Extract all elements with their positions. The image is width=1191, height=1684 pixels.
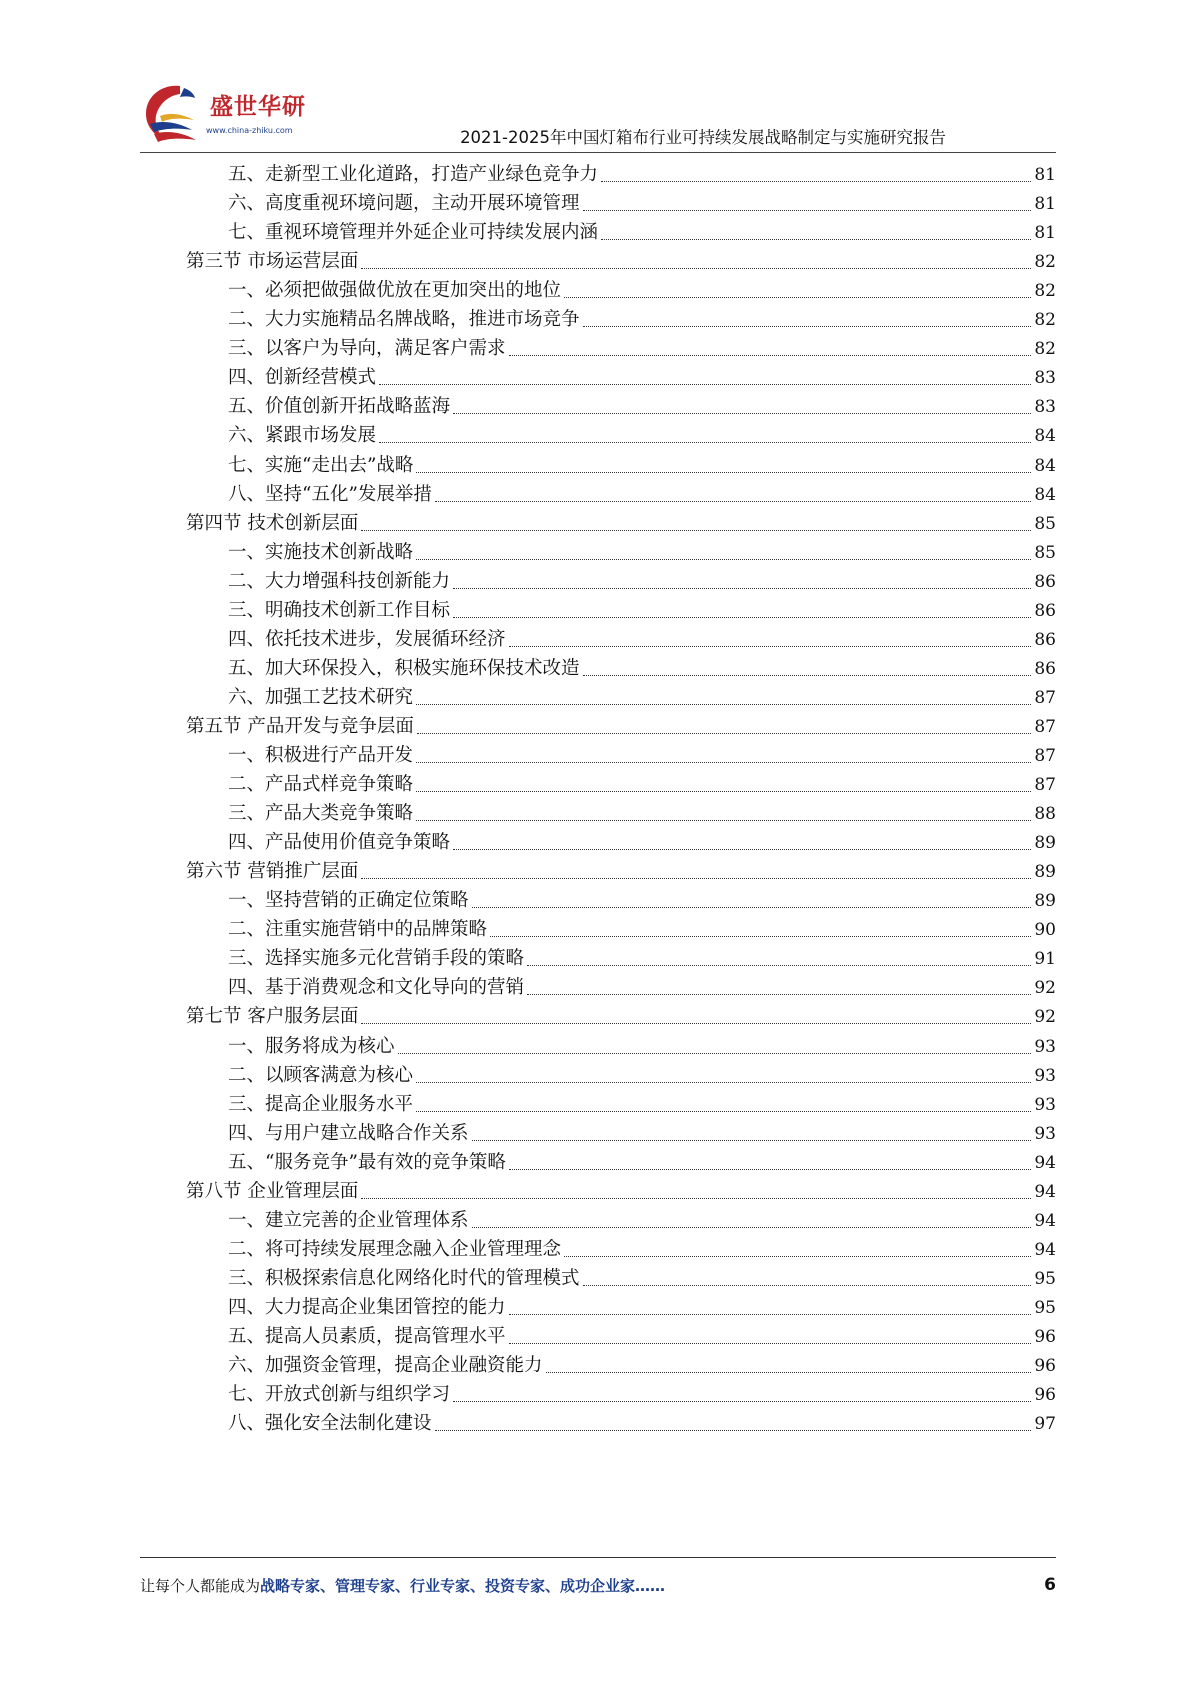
toc-dot-leader [417,733,1031,734]
toc-entry-page: 89 [1034,862,1056,883]
toc-entry-label: 三、产品大类竞争策略 [228,803,414,825]
toc-item-entry[interactable] [228,885,1056,916]
toc-dot-leader [583,326,1032,327]
toc-entry-label: 五、价值创新开拓战略蓝海 [228,396,451,418]
toc-dot-leader [527,994,1031,995]
toc-item-entry[interactable] [228,798,1056,829]
toc-entry-label: 三、明确技术创新工作目标 [228,599,451,621]
logo-url: www.china-zhiku.com [206,126,293,135]
toc-entry-page: 94 [1034,1210,1056,1231]
toc-dot-leader [416,472,1031,473]
toc-entry-page: 88 [1034,804,1056,825]
toc-entry-page: 90 [1034,920,1056,941]
toc-item-entry[interactable] [228,1147,1056,1178]
toc-entry-label: 七、实施“走出去”战略 [228,454,414,476]
toc-dot-leader [361,878,1031,879]
toc-dot-leader [509,1169,1031,1170]
toc-entry-page: 86 [1034,571,1056,592]
toc-entry-label: 一、服务将成为核心 [228,1035,395,1057]
page-number: 6 [1044,1575,1056,1595]
toc-dot-leader [583,1285,1032,1286]
toc-item-entry[interactable] [228,769,1056,800]
toc-entry-page: 91 [1034,949,1056,970]
toc-dot-leader [564,1256,1031,1257]
toc-entry-page: 87 [1034,775,1056,796]
toc-entry-label: 五、“服务竞争”最有效的竞争策略 [228,1151,506,1173]
toc-entry-label: 六、紧跟市场发展 [228,425,377,447]
toc-entry-page: 81 [1034,165,1056,185]
logo-name: 盛世华研 [210,94,306,120]
toc-item-entry[interactable] [228,1060,1056,1091]
toc-entry-page: 92 [1034,1007,1056,1028]
toc-entry-label: 第五节 产品开发与竞争层面 [186,715,414,737]
toc-entry-label: 一、建立完善的企业管理体系 [228,1209,469,1231]
toc-item-entry[interactable] [228,420,1056,451]
toc-entry-page: 95 [1034,1297,1056,1318]
toc-entry-page: 87 [1034,687,1056,708]
toc-entry-label: 五、提高人员素质，提高管理水平 [228,1326,506,1347]
toc-item-entry[interactable] [228,566,1056,597]
toc-dot-leader [416,820,1031,821]
toc-entry-label: 四、大力提高企业集团管控的能力 [228,1296,506,1318]
toc-item-entry[interactable] [228,1234,1056,1265]
toc-entry-label: 二、以顾客满意为核心 [228,1064,414,1086]
toc-item-entry[interactable] [228,914,1056,945]
toc-item-entry[interactable] [228,304,1056,335]
toc-dot-leader [416,559,1031,560]
toc-item-entry[interactable] [228,1408,1056,1439]
toc-entry-page: 82 [1034,252,1056,273]
toc-entry-label: 七、开放式创新与组织学习 [228,1384,451,1406]
toc-entry-page: 89 [1034,891,1056,912]
toc-entry-page: 82 [1034,310,1056,331]
toc-dot-leader [453,413,1031,414]
toc-item-entry[interactable] [228,595,1056,626]
toc-entry-label: 二、产品式样竞争策略 [228,774,414,796]
logo-emblem-icon [140,80,210,148]
toc-entry-page: 96 [1034,1327,1056,1347]
toc-item-entry[interactable] [228,391,1056,422]
toc-dot-leader [601,181,1031,182]
toc-entry-page: 96 [1034,1385,1056,1406]
toc-dot-leader [361,1023,1031,1024]
toc-section-entry[interactable] [186,1176,1056,1207]
report-title: 2021-2025年中国灯箱布行业可持续发展战略制定与实施研究报告 [460,128,946,147]
toc-entry-label: 五、加大环保投入，积极实施环保技术改造 [228,657,580,679]
toc-entry-page: 86 [1034,600,1056,621]
toc-entry-page: 86 [1034,629,1056,650]
toc-entry-page: 83 [1034,368,1056,389]
toc-entry-page: 94 [1034,1181,1056,1202]
toc-entry-label: 一、积极进行产品开发 [228,745,414,766]
toc-item-entry[interactable] [228,1118,1056,1149]
toc-item-entry[interactable] [228,159,1056,190]
toc-entry-label: 第四节 技术创新层面 [186,512,359,534]
toc-dot-leader [361,530,1031,531]
toc-dot-leader [601,239,1031,240]
page-footer [140,1575,1056,1601]
toc-entry-label: 第八节 企业管理层面 [186,1180,359,1202]
toc-item-entry[interactable] [228,275,1056,306]
footer-slogan-prefix: 让每个人都能成为 [140,1577,261,1595]
toc-entry-label: 三、积极探索信息化网络化时代的管理模式 [228,1267,580,1289]
toc-dot-leader [398,1053,1032,1054]
toc-item-entry[interactable] [228,624,1056,655]
toc-entry-page: 95 [1034,1268,1056,1289]
toc-entry-label: 二、注重实施营销中的品牌策略 [228,919,488,941]
toc-entry-page: 82 [1034,281,1056,302]
toc-entry-page: 93 [1034,1123,1056,1144]
toc-entry-page: 81 [1034,223,1056,244]
toc-dot-leader [564,297,1031,298]
toc-entry-label: 一、坚持营销的正确定位策略 [228,890,469,912]
toc-entry-label: 二、将可持续发展理念融入企业管理理念 [228,1238,562,1260]
toc-section-entry[interactable] [186,1001,1056,1032]
toc-entry-page: 94 [1034,1152,1056,1173]
toc-item-entry[interactable] [228,450,1056,481]
toc-entry-page: 85 [1034,513,1056,534]
toc-item-entry[interactable] [228,1321,1056,1352]
toc-item-entry[interactable] [228,1350,1056,1381]
toc-entry-page: 84 [1034,484,1056,505]
toc-entry-page: 87 [1034,716,1056,737]
toc-entry-label: 一、必须把做强做优放在更加突出的地位 [228,280,562,302]
toc-section-entry[interactable] [186,711,1056,742]
toc-item-entry[interactable] [228,827,1056,858]
toc-entry-page: 92 [1034,978,1056,999]
toc-entry-page: 81 [1034,194,1056,215]
toc-entry-page: 89 [1034,833,1056,854]
toc-dot-leader [416,762,1031,763]
footer-slogan-roles: 战略专家、管理专家、行业专家、投资专家、成功企业家…… [260,1577,666,1595]
toc-item-entry[interactable] [228,537,1056,568]
toc-item-entry[interactable] [228,740,1056,771]
toc-dot-leader [472,907,1032,908]
toc-dot-leader [416,1082,1031,1083]
toc-item-entry[interactable] [228,1379,1056,1410]
toc-item-entry[interactable] [228,333,1056,364]
toc-dot-leader [435,501,1031,502]
toc-entry-page: 86 [1034,658,1056,679]
toc-dot-leader [472,1140,1032,1141]
toc-section-entry[interactable] [186,508,1056,539]
toc-entry-label: 二、大力实施精品名牌战略，推进市场竞争 [228,309,580,331]
toc-entry-label: 三、提高企业服务水平 [228,1093,414,1115]
toc-dot-leader [453,849,1031,850]
toc-entry-page: 93 [1034,1094,1056,1115]
toc-entry-page: 85 [1034,542,1056,563]
toc-entry-label: 五、走新型工业化道路，打造产业绿色竞争力 [228,164,599,185]
toc-entry-label: 二、大力增强科技创新能力 [228,570,451,592]
toc-entry-label: 四、基于消费观念和文化导向的营销 [228,977,525,999]
toc-entry-label: 八、坚持“五化”发展举措 [228,483,432,505]
toc-dot-leader [490,936,1031,937]
toc-dot-leader [379,442,1031,443]
toc-entry-label: 三、选择实施多元化营销手段的策略 [228,948,525,970]
toc-item-entry[interactable] [228,188,1056,219]
toc-dot-leader [472,1227,1032,1228]
toc-dot-leader [583,210,1032,211]
toc-entry-page: 84 [1034,455,1056,476]
toc-entry-label: 四、产品使用价值竞争策略 [228,832,451,854]
toc-entry-label: 四、创新经营模式 [228,367,377,389]
toc-entry-page: 96 [1034,1356,1056,1377]
toc-dot-leader [546,1372,1032,1373]
toc-item-entry[interactable] [228,1205,1056,1236]
toc-dot-leader [416,1111,1031,1112]
toc-item-entry[interactable] [228,1263,1056,1294]
toc-item-entry[interactable] [228,682,1056,713]
toc-entry-label: 第七节 客户服务层面 [186,1006,359,1028]
toc-dot-leader [509,646,1032,647]
company-logo [140,80,320,148]
toc-entry-page: 97 [1034,1414,1056,1435]
toc-entry-page: 82 [1034,339,1056,360]
toc-entry-label: 七、重视环境管理并外延企业可持续发展内涵 [228,222,599,244]
toc-entry-label: 一、实施技术创新战略 [228,541,414,563]
toc-entry-label: 四、与用户建立战略合作关系 [228,1122,469,1144]
toc-dot-leader [416,704,1031,705]
toc-dot-leader [583,675,1032,676]
toc-entry-page: 94 [1034,1239,1056,1260]
toc-entry-label: 三、以客户为导向，满足客户需求 [228,338,506,360]
toc-entry-label: 四、依托技术进步，发展循环经济 [228,628,506,650]
toc-dot-leader [527,965,1031,966]
toc-entry-page: 93 [1034,1065,1056,1086]
toc-entry-page: 87 [1034,746,1056,766]
toc-section-entry[interactable] [186,856,1056,887]
toc-entry-label: 第三节 市场运营层面 [186,251,359,273]
toc-entry-page: 93 [1034,1036,1056,1057]
toc-dot-leader [361,268,1031,269]
toc-entry-label: 第六节 营销推广层面 [186,861,359,883]
toc-item-entry[interactable] [228,943,1056,974]
toc-entry-label: 六、加强资金管理，提高企业融资能力 [228,1355,543,1377]
toc-item-entry[interactable] [228,653,1056,684]
toc-dot-leader [379,384,1031,385]
toc-dot-leader [509,355,1032,356]
toc-dot-leader [416,791,1031,792]
toc-item-entry[interactable] [228,1089,1056,1120]
toc-entry-label: 八、强化安全法制化建设 [228,1413,432,1435]
toc-dot-leader [453,1401,1031,1402]
toc-dot-leader [453,617,1031,618]
toc-entry-label: 六、高度重视环境问题，主动开展环境管理 [228,193,580,215]
toc-dot-leader [435,1430,1032,1431]
toc-dot-leader [509,1314,1032,1315]
footer-divider [140,1557,1056,1558]
toc-dot-leader [509,1343,1032,1344]
toc-item-entry[interactable] [228,1031,1056,1062]
toc-entry-page: 83 [1034,397,1056,418]
toc-item-entry[interactable] [228,362,1056,393]
toc-entry-label: 六、加强工艺技术研究 [228,686,414,708]
toc-item-entry[interactable] [228,1292,1056,1323]
toc-section-entry[interactable] [186,246,1056,277]
toc-item-entry[interactable] [228,972,1056,1003]
header-divider [140,152,1056,153]
toc-item-entry[interactable] [228,217,1056,248]
page-header [0,0,1191,160]
toc-item-entry[interactable] [228,479,1056,510]
toc-dot-leader [361,1198,1031,1199]
toc-entry-page: 84 [1034,426,1056,447]
toc-dot-leader [453,588,1031,589]
